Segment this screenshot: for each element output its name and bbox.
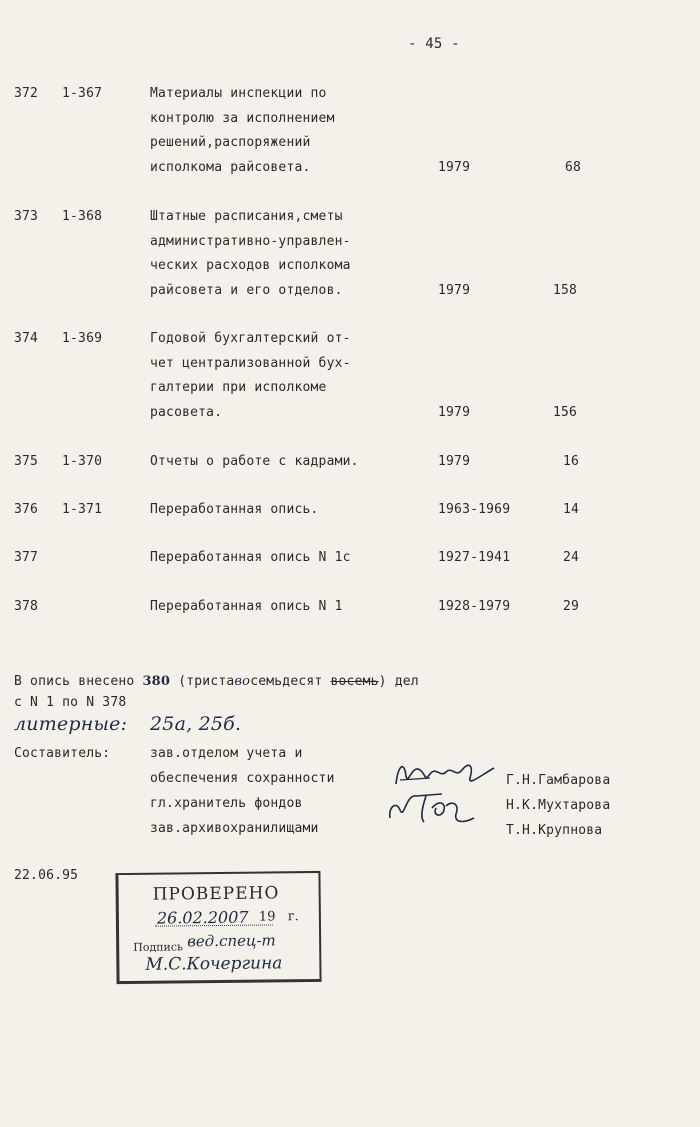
entry-sheet-count: 24: [563, 550, 580, 565]
document-date: 22.06.95: [14, 868, 79, 883]
entry-number: 377: [14, 550, 39, 565]
entry-sheet-count: 158: [553, 283, 578, 298]
entry-number: 375: [14, 454, 39, 469]
compiler-name-1: Г.Н.Гамбарова: [506, 773, 611, 788]
entry-sheet-count: 16: [563, 454, 580, 469]
entry-title-line: исполкома райсовета.: [150, 160, 311, 175]
summary-line: В опись внесено 380 (триставосемьдесят восемь) дел: [14, 674, 419, 689]
entry-years: 1963-1969: [438, 502, 511, 517]
entry-title-line: Материалы инспекции по: [150, 86, 327, 101]
signature-1: [390, 756, 500, 792]
page-number: - 45 -: [408, 36, 460, 52]
compilers-label: Составитель:: [14, 746, 111, 761]
summary-handwritten-insert: во: [234, 674, 251, 689]
summary-struck-word: восемь: [330, 674, 379, 689]
entry-code: 1-371: [62, 502, 103, 517]
compiler-position-3: гл.хранитель фондов: [150, 796, 303, 811]
entry-title-line: административно-управлен-: [150, 234, 351, 249]
entry-title-line: Переработанная опись N 1: [150, 599, 343, 614]
entry-years: 1928-1979: [438, 599, 511, 614]
stamp-signature-label: Подпись: [133, 940, 184, 954]
entry-sheet-count: 14: [563, 502, 580, 517]
lettered-label: литерные:: [14, 713, 128, 735]
stamp-title: ПРОВЕРЕНО: [152, 883, 280, 905]
entry-title-line: ческих расходов исполкома: [150, 258, 351, 273]
summary-count: 380: [142, 674, 171, 689]
entry-number: 373: [14, 209, 39, 224]
entry-number: 378: [14, 599, 39, 614]
verification-stamp: [115, 871, 321, 984]
entry-years: 1979: [438, 160, 471, 175]
entry-years: 1927-1941: [438, 550, 511, 565]
signature-2: [382, 788, 482, 828]
stamp-date: 26.02.2007: [156, 907, 249, 928]
entry-sheet-count: 68: [565, 160, 582, 175]
entry-code: 1-370: [62, 454, 103, 469]
entry-code: 1-367: [62, 86, 103, 101]
entry-sheet-count: 29: [563, 599, 580, 614]
entry-code: 1-368: [62, 209, 103, 224]
entry-years: 1979: [438, 283, 471, 298]
compiler-position-2: обеспечения сохранности: [150, 771, 335, 786]
entry-title-line: Штатные расписания,сметы: [150, 209, 343, 224]
stamp-signature-line-2: М.С.Кочергина: [145, 953, 283, 975]
lettered-values: 25а, 25б.: [150, 713, 242, 735]
entry-number: 374: [14, 331, 39, 346]
entry-title-line: решений,распоряжений: [150, 135, 311, 150]
stamp-year-suffix: 19 г.: [258, 909, 299, 925]
entry-title-line: галтерии при исполкоме: [150, 380, 327, 395]
entry-sheet-count: 156: [553, 405, 578, 420]
entry-years: 1979: [438, 405, 471, 420]
entry-code: 1-369: [62, 331, 103, 346]
compiler-name-3: Т.Н.Крупнова: [506, 823, 603, 838]
compiler-name-2: Н.К.Мухтарова: [506, 798, 611, 813]
compiler-position-1: зав.отделом учета и: [150, 746, 303, 761]
entry-years: 1979: [438, 454, 471, 469]
entry-title-line: Переработанная опись N 1с: [150, 550, 351, 565]
entry-number: 376: [14, 502, 39, 517]
entry-title-line: чет централизованной бух-: [150, 356, 351, 371]
entry-title-line: расовета.: [150, 405, 223, 420]
summary-range: с N 1 по N 378: [14, 695, 127, 710]
compiler-position-4: зав.архивохранилищами: [150, 821, 319, 836]
entry-number: 372: [14, 86, 39, 101]
entry-title-line: Переработанная опись.: [150, 502, 319, 517]
entry-title-line: Отчеты о работе с кадрами.: [150, 454, 359, 469]
entry-title-line: контролю за исполнением: [150, 111, 335, 126]
stamp-signature-line-1: вед.спец-т: [187, 931, 276, 951]
entry-title-line: райсовета и его отделов.: [150, 283, 343, 298]
entry-title-line: Годовой бухгалтерский от-: [150, 331, 351, 346]
